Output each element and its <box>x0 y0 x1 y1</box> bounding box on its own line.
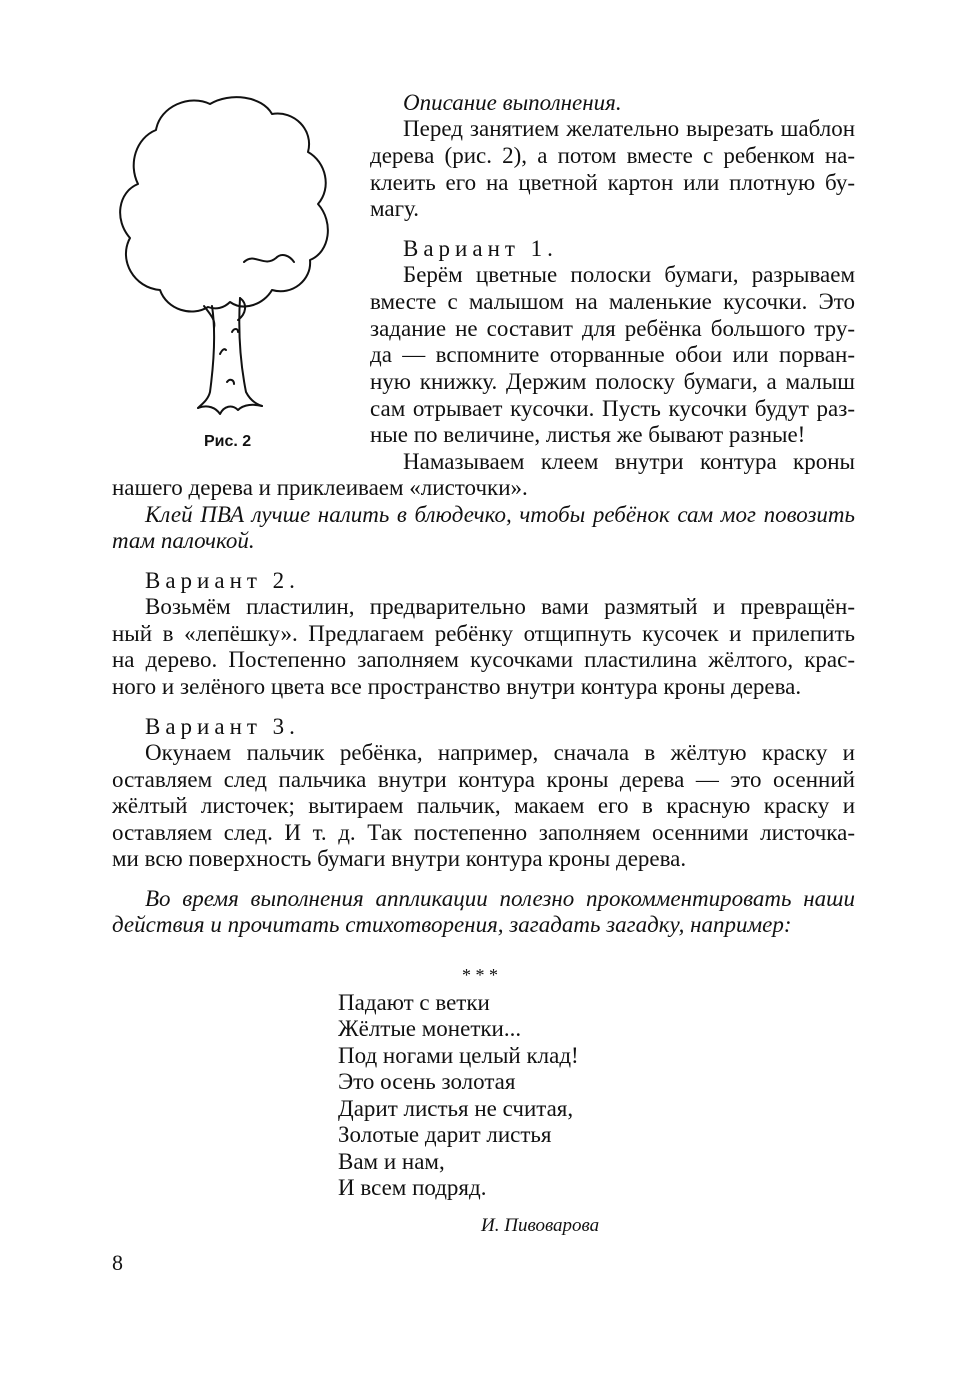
poem-line: Это осень золотая <box>338 1069 516 1094</box>
variant1-line: сам отрывает кусочки. Пусть кусочки будут раз- <box>370 396 855 421</box>
poem-line: И всем подряд. <box>338 1175 487 1200</box>
closing-line: Во время выполнения аппликации полезно прокомментировать наши <box>145 886 855 911</box>
poem-line: Золотые дарит листья <box>338 1122 552 1147</box>
variant3-heading: Вариант 3. <box>145 714 300 739</box>
variant1-line: вместе с малышом на маленькие кусочки. Это <box>370 289 855 314</box>
variant2-line: Возьмём пластилин, предварительно вами размятый и превращён- <box>145 594 855 619</box>
variant1-note: Клей ПВА лучше налить в блюдечко, чтобы ребёнок сам мог повозить <box>145 502 855 527</box>
closing-line: действия и прочитать стихотворения, загадать загадку, например: <box>112 912 792 937</box>
variant3-line: оставляем след пальчика внутри контура кроны дерева — это осенний <box>112 767 855 792</box>
poem-line: Вам и нам, <box>338 1149 445 1174</box>
description-line: Перед занятием желательно вырезать шаблон <box>403 116 855 141</box>
variant1-line: задание не составит для ребёнка большого тру- <box>370 316 855 341</box>
variant3-line: оставляем след. И т. д. Так постепенно заполняем осенними листочка- <box>112 820 855 845</box>
figure-caption: Рис. 2 <box>204 433 252 450</box>
poem-author: И. Пивоварова <box>481 1215 600 1236</box>
poem-line: Под ногами целый клад! <box>338 1043 579 1068</box>
page-number: 8 <box>112 1250 123 1275</box>
description-line: клеить его на цветной картон или плотную бу- <box>370 170 855 195</box>
variant2-line: на дерево. Постепенно заполняем кусочками пластилина жёлтого, крас- <box>112 647 855 672</box>
variant3-line: ми всю поверхность бумаги внутри контура кроны дерева. <box>112 846 687 871</box>
variant1-line: Берём цветные полоски бумаги, разрываем <box>403 262 855 287</box>
poem-separator: * * * <box>462 965 498 985</box>
poem-line: Падают с ветки <box>338 990 490 1015</box>
variant1-line: ные по величине, листья же бывают разные! <box>370 422 806 447</box>
poem-line: Дарит листья не считая, <box>338 1096 574 1121</box>
variant1-line: нашего дерева и приклеиваем «листочки». <box>112 475 528 500</box>
variant1-note: там палочкой. <box>112 528 255 553</box>
description-heading: Описание выполнения. <box>403 90 622 115</box>
variant1-line: ную книжку. Держим полоску бумаги, а малыш <box>370 369 855 394</box>
description-line: магу. <box>370 196 419 221</box>
variant1-line: да — вспомните оторванные обои или порван- <box>370 342 855 367</box>
description-line: дерева (рис. 2), а потом вместе с ребенком на- <box>370 143 855 168</box>
poem-line: Жёлтые монетки... <box>338 1016 522 1041</box>
variant2-line: ного и зелёного цвета все пространство внутри контура кроны дерева. <box>112 674 802 699</box>
variant2-line: ный в «лепёшку». Предлагаем ребёнку отщипнуть кусочек и прилепить <box>112 621 855 646</box>
tree-template-icon <box>112 92 342 422</box>
variant1-line: Намазываем клеем внутри контура кроны <box>403 449 855 474</box>
variant2-heading: Вариант 2. <box>145 568 300 593</box>
variant1-heading: Вариант 1. <box>403 236 558 261</box>
variant3-line: Окунаем пальчик ребёнка, например, сначала в жёлтую краску и <box>145 740 855 765</box>
variant3-line: жёлтый листочек; вытираем пальчик, макаем его в красную краску и <box>112 793 855 818</box>
